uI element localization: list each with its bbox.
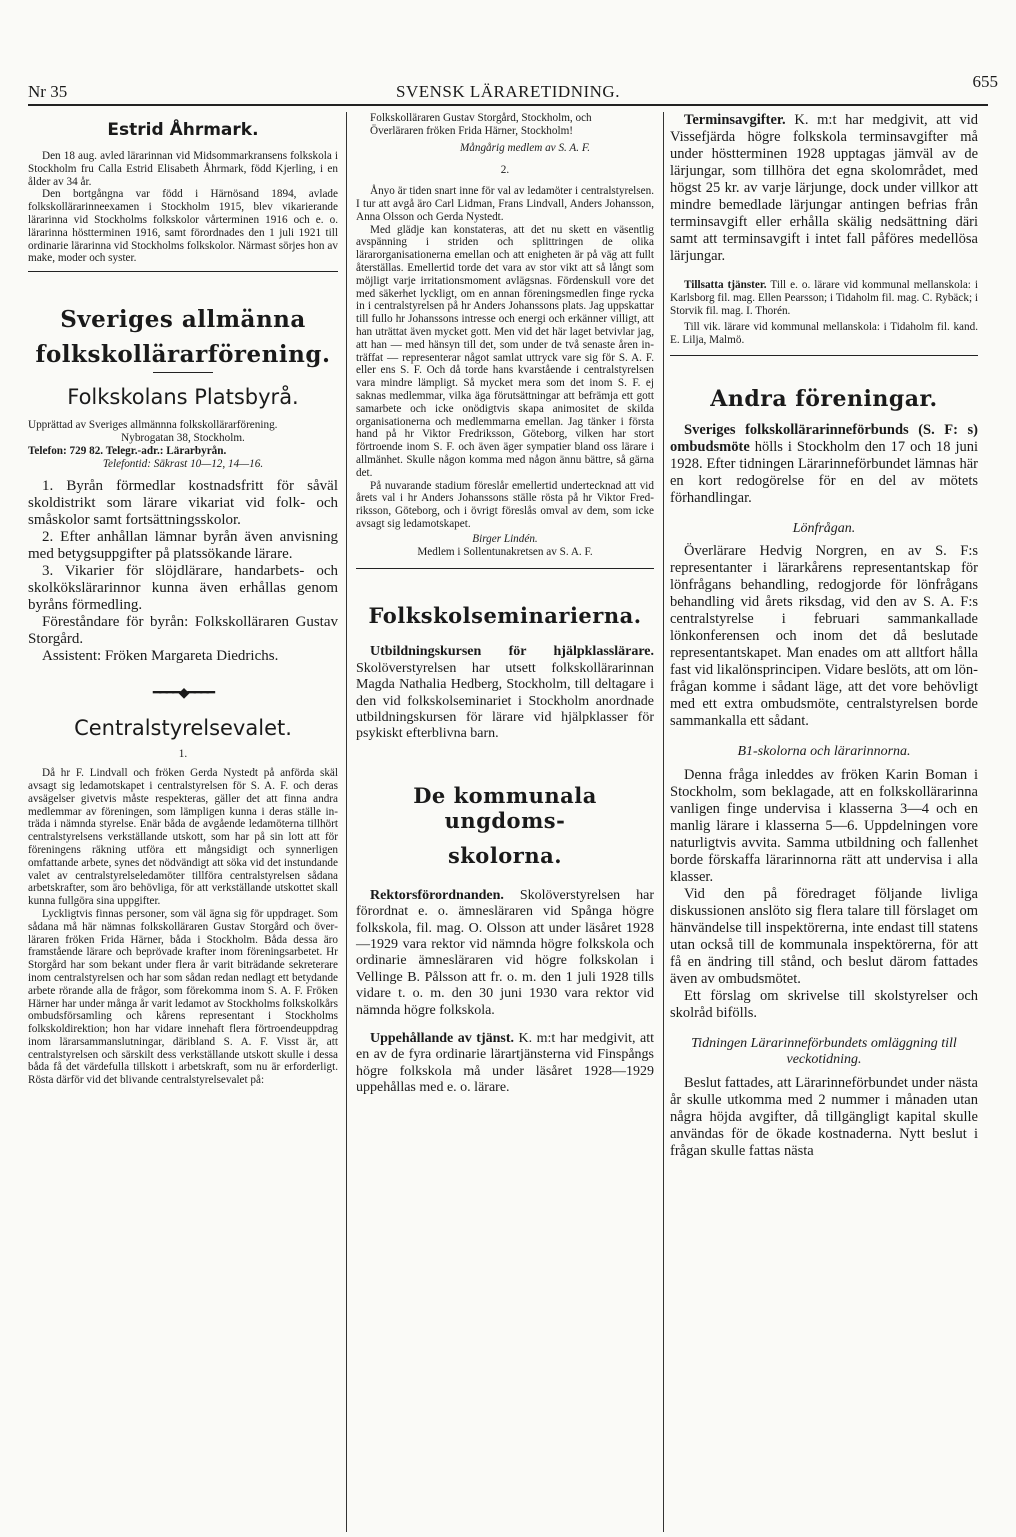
seminar-lead: Utbildningskursen för hjälpklasslärare. bbox=[370, 644, 654, 660]
election-paragraph: På nuvarande stadium föreslår emellertid undertecknad att vid årets val i hr Anders Johanssons ställe rösta på hr Viktor Fredriksson, Göteborg, och i övrigt föreslås omval av dem, som icke avsagt sig ledamotskapet. bbox=[356, 479, 654, 530]
column-divider-1 bbox=[346, 112, 347, 1532]
subheading-salary: Lönfrågan. bbox=[792, 520, 856, 536]
bureau-item: Assistent: Fröken Margareta Diedrichs. bbox=[42, 648, 279, 665]
election-number: 1. bbox=[178, 748, 188, 761]
bureau-hours: Telefontid: Säkrast 10—12, 14—16. bbox=[102, 457, 264, 470]
bureau-established: Upprättad av Sveriges allmännna folkskollärarförening. bbox=[28, 419, 278, 432]
b1-text: Denna fråga inleddes av fröken Karin Boman i Stockholm, som beklagade, att en folkskollärarinna vanligen finge undervisa i klasserna 3—4 och en manlig lärare i klasserna 5—6. Uppdelningen vore naturligtvis avvita. Samma utbildning och fallenhet borde förskaffa lärarinnorna rätt att undervisa i alla klasser. bbox=[670, 766, 978, 885]
signature-name: Birger Lindén. bbox=[472, 532, 538, 545]
other-associations-title: Andra föreningar. bbox=[710, 385, 938, 412]
municipal-title-line1: De kommunala ungdoms- bbox=[413, 782, 597, 833]
obituary-title: Estrid Åhrmark. bbox=[107, 120, 259, 140]
column-1 bbox=[28, 112, 338, 1087]
short-rule bbox=[153, 372, 213, 373]
election-paragraph: Lyckligtvis finnas personer, som väl ägna sig för uppdraget. Som sådana må här nämnas folkskolläraren Gustav Storgård och överläraren fröken Frida Härner, båda i Stockholm. Båda dessa äro framstående lärare och beprövade krafter inom föreningsarbetet. Hr Storgård har som bekant under flera år varit biträdande sekreterare inom centralstyrelsen och har som sådan redan nedlagt ett betydande arbete rörande alla de frågor, som förekomma inom S. A. F. Fröken Härner har under många år varit ledamot av Stockholms folkskolkårs ombudsförsamling och kårens representant i Stockholms folkskoldirektion; hon har vidare innehaft flera förtroendeuppdrag inom lärarsammanslutningar, däribland S. A. F. Visst är, att centralstyrelsen och särskilt dess verkställande utskott skulle i dessa båda få det värdefulla tillskott i arbetskraft, som nu är erforderligt. Rösta därför vid det blivande centralstyrelsevalet på: bbox=[28, 907, 338, 1087]
candidate-line: Folkskolläraren Gustav Storgård, Stockholm, och bbox=[370, 112, 592, 124]
election-paragraph: Ånyo är tiden snart inne för val av ledamöter i centralstyrelsen. I tur att avgå äro Carl Lidman, Frans Lindvall, Anders Johansson, Anna Olsson och Gerda Nystedt. bbox=[356, 185, 654, 223]
org-title-line1: Sveriges allmänna bbox=[60, 306, 306, 334]
header-rule bbox=[28, 104, 988, 106]
bureau-item: 2. Efter anhållan lämnar byrån även anvisning med betygsuppgifter på platssökande lärare. bbox=[28, 529, 338, 563]
section-rule bbox=[28, 271, 338, 272]
rector-lead: Rektorsförordnanden. bbox=[370, 887, 504, 903]
subheading-b1: B1-skolorna och lärarinnorna. bbox=[737, 744, 911, 760]
org-title-line2: folkskollärarförening. bbox=[35, 341, 331, 369]
bureau-address: Nybrogatan 38, Stockholm. bbox=[121, 431, 245, 444]
b1-text: Ett förslag om skrivelse till skolstyrelser och skolråd bifölls. bbox=[670, 987, 978, 1021]
candidate-line: Överläraren fröken Frida Härner, Stockholm! bbox=[370, 124, 574, 137]
bureau-item: 1. Byrån förmedlar kostnadsfritt för såväl skoldistrikt som lärare vikariat vid folk- och småskolor samt fortsättningsskolor. bbox=[28, 478, 338, 529]
bureau-telephone: Telefon: 729 82. Telegr.-adr.: Lärarbyrån. bbox=[28, 444, 227, 457]
column-2 bbox=[356, 112, 654, 1097]
obituary-paragraph: Den 18 aug. avled lärarinnan vid Midsommarkransens folkskola i Stockholm fru Calla Estrid Elisabeth Åhrmark, född Kjerling, i en ålder av 34 år. bbox=[28, 150, 338, 188]
appointments-text-2: Till vik. lärare vid kommunal mellanskola: i Tidaholm fil. kand. E. Lilja, Malmö. bbox=[670, 321, 978, 347]
newspaper-text: Beslut fattades, att Lärarinneförbundet under nästa år skulle utkomma med 2 nummer i månaden utan några höjda avgifter, då tillgängligt kapital skulle användas för de ökade kostnaderna. Nytt beslut i frågan skulle fattas nästa bbox=[670, 1074, 978, 1159]
bureau-item: Föreståndare för byrån: Folkskolläraren Gustav Storgård. bbox=[28, 614, 338, 648]
fees-lead: Terminsavgifter. bbox=[684, 112, 786, 128]
issue-number: Nr 35 bbox=[28, 82, 68, 101]
sff-text: hölls i Stockholm den 17 och 18 juni 1928. Efter tidningen Lärarinneförbundet lämnas här en kort redogörelse för en del av mötets förhandlingar. bbox=[670, 438, 978, 506]
fees-text: K. m:t har medgivit, att vid Vissefjärda högre folkskola terminsavgifter må under höstterminen 1928 upptagas jämväl av de lärjungar, som tillhöra det egna skolområdet, med högst 25 kr. av varje lärjunge, dock under villkor att mindre bemedlade lärjungar antingen befrias från terminsavgift eller erhålla skälig nedsättning däri samt att terminsavgift i intet fall påföres medellösa lärjungar. bbox=[670, 112, 978, 264]
municipal-title-line2: skolorna. bbox=[447, 842, 563, 868]
section-rule bbox=[670, 355, 978, 356]
section-number: 2. bbox=[500, 164, 510, 177]
rector-text: Skolöverstyrelsen har förordnat e. o. ämnesläraren vid Spånga högre folkskola, fil. mag. O. Olsson att under läsåret 1928—1929 vara rektor vid nämnda högre folkskola och ordinarie ämnesläraren vid högre folkskolan i Vellinge B. Pålsson att fr. o. m. den 1 juli 1928 tills vidare t. o. m. den 30 juni 1930 vara rektor vid nämnda högre folkskola. bbox=[356, 887, 654, 1018]
bureau-item: 3. Vikarier för slöjdlärare, handarbets- och skolkökslärarinnor kunna även erhållas genom byråns förmedling. bbox=[28, 563, 338, 614]
obituary-paragraph: Den bortgångna var född i Härnösand 1894, avlade folkskollärarinneexamen i Stockholm 1915, blev vikarierande lärarinna vid Stockholms folkskolor vårterminen 1916 och e. o. lärarinna höstterminen 1916, samt förordnades den 1 juli 1921 till ordinarie lärarinna vid Stockholms folkskolor. Närmast sörjes hon av make, moder och syster. bbox=[28, 188, 338, 265]
seminar-title: Folkskolseminarierna. bbox=[368, 603, 642, 629]
post-text: K. m:t har medgivit, att en av de fyra ordinarie lärartjänsterna vid Finspångs högre folkskola må under läsåret 1928—1929 uppehållas med e. o. lärare. bbox=[356, 1030, 654, 1096]
salary-text: Överlärare Hedvig Norgren, en av S. F:s representanter i lärarkårens representantskap för lönfrågans behandling, redogjorde för lönfrågans behandling vid årets riksdag, vid den av S. A. F:s centralstyrelse i februari sammankallade lönkonferensen och inom det då beslutade representantskapet. Man enades om att alltfort hålla fast vid likalönsprincipen. Vidare beslöts, att om lönfrågan komme i sådant läge, att det vore behövligt med ett extra ombudsmöte, centralstyrelsen borde sammankalla ett sådant. bbox=[670, 543, 978, 730]
section-rule bbox=[356, 568, 654, 569]
bureau-title: Folkskolans Platsbyrå. bbox=[67, 385, 299, 410]
signature: Mångårig medlem av S. A. F. bbox=[459, 141, 591, 154]
election-paragraph: Med glädje kan konstateras, att det nu skett en väsentlig avspänning i striden och splittringen de olika lärarorganisationerna emellan och att enigheten är på väg att fullt återställas. Emellertid torde det vara av stor vikt att så långt som möjligt varje irritationsmoment avlägsnas. Fördenskull vore det med säkerhet lyckligt, om en annan föreningsmedlen finge rycka in i centralstyrelsen på hr Anders Johanssons plats. Jag uppskattar till fullo hr Johanssons intresse och energi och erkänner villigt, att han uträttat även mycket gott. Men vid det här laget betvivlar jag, att han — med hänsyn till det, som under de två senaste åren inträffat — representerar något samlat uttryck vare sig för S. A. F. eller ens S. F. Och då torde hans kvarstående i centralstyrelsen vara mindre lämpligt. Så mycket mera som det inom S. F. ej saknas medlemmar, vilka äga förutsättningar att befrämja ett gott samarbete och icke onödigtvis skapa animositet de skilda organisationerna och medlemmarna emellan. Jag tänker i första hand på hr Viktor Fredriksson, Göteborg, vilken har stort förtroende inom S. F. och även äger sympatier bland oss lärare i allmänhet. Skulle någon komma med någon ännu bättre, så gärna det. bbox=[356, 223, 654, 479]
election-paragraph: Då hr F. Lindvall och fröken Gerda Nystedt på anförda skäl avsagt sig ledamotskapet i centralstyrelsen för S. A. F. och deras avsägelser givetvis måste respekteras, gäller det att finna andra medlemmar av föreningen, som lämpligen kunna i deras ställe inträda i nämnda styrelse. Enär båda de avgående ledamöterna tillhört centralstyrelsens verkställande utskott, som har på sin lott att för föreningens räkning utföra ett mångsidigt och synnerligen omfattande arbete, synes det nödvändigt att söka vid det instundande valet av centralstyrelseledamöter tillföra centralstyrelsen sådana arbetskrafter, som äro behövliga, för att verkställande utskottet skall kunna fullgöra sina uppgifter. bbox=[28, 767, 338, 908]
seminar-text: Skolöverstyrelsen har utsett folkskollärarinnan Magda Nathalia Hedberg, Stockholm, till deltagare i den vid folkskolseminariet i Stockholm anordnade utbildningskursen för lärare vid hjälpklasser för psykiskt efterblivna barn. bbox=[356, 660, 654, 742]
subheading-newspaper: Tidningen Lärarinneförbundets omläggning till veckotidning. bbox=[691, 1035, 957, 1068]
page-number: 655 bbox=[972, 72, 998, 91]
journal-title: SVENSK LÄRARETIDNING. bbox=[396, 82, 620, 101]
column-divider-2 bbox=[663, 112, 664, 1532]
page-header bbox=[28, 70, 998, 102]
post-lead: Uppehållande av tjänst. bbox=[370, 1030, 514, 1046]
signature-affiliation: Medlem i Sollentunakretsen av S. A. F. bbox=[417, 545, 593, 558]
election-title: Centralstyrelsevalet. bbox=[74, 716, 292, 741]
column-3 bbox=[670, 112, 978, 1160]
b1-text: Vid den på föredraget följande livliga diskussionen anslöto sig flera talare till förslaget om hänvändelse till inspektörerna, inte endast till statens utan också till de kommunala inspektörerna, för att få en ändring till stånd, och beslut därom fattades även av ombudsmötet. bbox=[670, 885, 978, 987]
sff-lead: Sveriges folkskollärarinneförbunds (S. F: s) ombudsmöte bbox=[670, 421, 978, 455]
appointments-text: Till e. o. lärare vid kommunal mellanskola: i Karlsborg fil. mag. Ellen Pearsson; i Tidaholm fil. mag. C. Rybäck; i Storvik fil. mag. I. Thorén. bbox=[670, 279, 978, 317]
appointments-lead: Tillsatta tjänster. bbox=[684, 279, 767, 291]
ornament-divider: ━━━━◆━━━━ bbox=[152, 686, 214, 702]
